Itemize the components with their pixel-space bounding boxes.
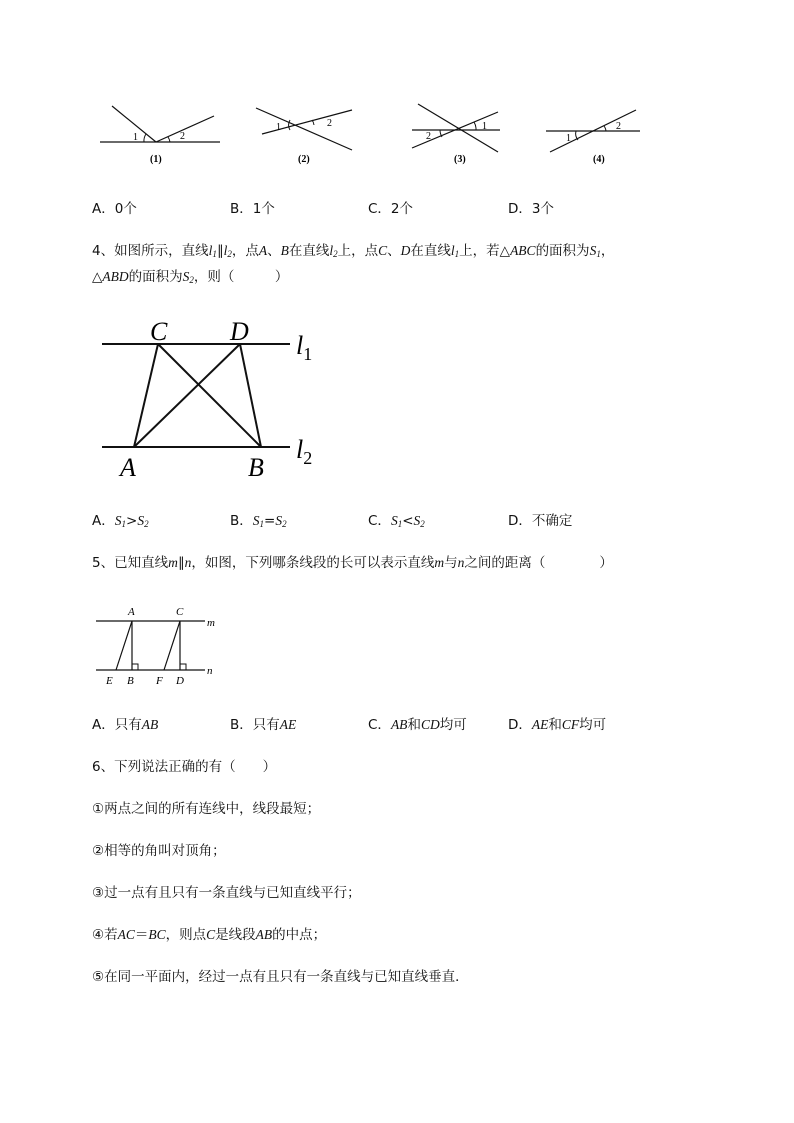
q5-option-b-seg: AE [279, 717, 297, 732]
q6-statement-2: ②相等的角叫对顶角； [92, 843, 226, 859]
q4-text: 在直线 [288, 243, 330, 259]
q5-option-d [508, 716, 606, 734]
q6-statement-1: ①两点之间的所有连线中，线段最短； [92, 801, 321, 817]
q5-option-c [368, 716, 467, 734]
q6-s4-text: 的中点； [272, 927, 327, 943]
q4-parallel: ∥ [216, 243, 224, 259]
q5-option-d-seg1: AE [531, 717, 549, 732]
q4-s2-sub: 2 [189, 275, 194, 285]
q3-option-d: D．3个 [508, 201, 554, 217]
q3-option-c: C．2个 [368, 201, 414, 217]
fig2-angle1: 1 [276, 122, 281, 133]
q5-fig-label-f: F [156, 675, 163, 687]
q4-s: S [137, 513, 145, 528]
q4-fig-label-l1: $l_1$ [296, 331, 313, 364]
q4-s1-sub: 1 [397, 519, 403, 529]
q5-fig-label-b: B [127, 675, 134, 687]
q6-s4-text: 是线段 [215, 927, 256, 943]
q5-m: m [434, 555, 445, 570]
fig3-angle2: 2 [426, 131, 431, 142]
q4-text: ，则（ ） [193, 269, 289, 285]
q4-fig-label-l2: $l_2$ [296, 435, 313, 468]
q6-s4-c: C [206, 927, 216, 942]
q4-s2-sub: 2 [144, 519, 149, 529]
q4-s2-sub: 2 [420, 519, 425, 529]
q4-s: S [390, 513, 398, 528]
q5-option-a-seg: AB [141, 717, 159, 732]
q4-l1: l [450, 243, 455, 258]
fig4-angle2: 2 [616, 121, 621, 132]
q4-point-c: C [378, 243, 388, 258]
fig2-caption: (2) [298, 154, 310, 165]
q4-triangle-abc: ABC [510, 243, 536, 258]
q4-option-c-rel: < [402, 513, 414, 529]
q4-l2: l [329, 243, 334, 258]
q4-s2-sub: 2 [282, 519, 287, 529]
q6-s4-ac: AC [117, 927, 135, 942]
q5-option-d-seg2: CF [561, 717, 580, 732]
q5-option-b-prefix: B．只有 [230, 717, 280, 733]
q6-statement-4 [92, 926, 326, 944]
q4-l2-sub: 2 [227, 249, 232, 259]
q5-fig-label-c: C [176, 606, 184, 618]
fig3-angle1: 1 [482, 121, 487, 132]
q4-fig-label-a: A [120, 453, 136, 482]
q4-l2-sub: 2 [333, 249, 338, 259]
q5-option-d-suffix: 均可 [579, 717, 607, 733]
q4-option-d: D．不确定 [508, 513, 573, 529]
fig4-angle1: 1 [566, 133, 571, 144]
q4-fig-label-b: B [248, 453, 264, 482]
q5-m: m [168, 555, 178, 570]
q4-sep: 、 [267, 243, 281, 259]
q5-option-a [92, 716, 158, 734]
q5-n: n [457, 555, 465, 570]
q4-option-a-rel: > [126, 513, 138, 529]
q5-option-d-mid: 和 [548, 717, 562, 733]
q4-s: S [275, 513, 283, 528]
q4-s: S [413, 513, 421, 528]
q5-fig-label-a: A [128, 606, 135, 618]
q4-text: ，点 [231, 243, 259, 259]
q5-option-a-prefix: A．只有 [92, 717, 142, 733]
q5-text: 之间的距离（ ） [464, 555, 613, 571]
q4-l1-sub: 1 [212, 249, 217, 259]
q4-text: △ [92, 269, 103, 285]
q6-statement-3: ③过一点有且只有一条直线与已知直线平行； [92, 885, 361, 901]
q5-text: ，如图，下列哪条线段的长可以表示直线 [191, 555, 435, 571]
q5-option-c-mid: 和 [407, 717, 421, 733]
q6-s4-bc: BC [148, 927, 166, 942]
q5-fig-label-n: n [207, 665, 213, 677]
q5-option-c-seg1: AB [390, 717, 408, 732]
q5-n: n [184, 555, 192, 570]
fig1-angle1: 1 [133, 132, 138, 143]
q6-s4-eq: ＝ [134, 927, 149, 943]
q5-option-c-prefix: C． [368, 717, 391, 733]
q6-s4-text: ，则点 [165, 927, 207, 943]
q4-point-d: D [400, 243, 411, 258]
q4-option-a-prefix: A． [92, 513, 115, 529]
q4-option-b-prefix: B． [230, 513, 253, 529]
q4-s: S [114, 513, 122, 528]
q4-sep: 、 [387, 243, 401, 259]
q4-s: S [252, 513, 260, 528]
q4-point-a: A [258, 243, 268, 258]
q5-text: 与 [444, 555, 458, 571]
q3-option-a: A．0个 [92, 201, 137, 217]
fig4-caption: (4) [593, 154, 605, 165]
q6-s4-ab: AB [255, 927, 273, 942]
q4-text: 的面积为 [535, 243, 590, 259]
q4-fig-label-d: D [230, 317, 249, 346]
q4-text: 的面积为 [128, 269, 183, 285]
q5-option-d-prefix: D． [508, 717, 532, 733]
q4-s: S [589, 243, 597, 258]
fig2-angle2: 2 [327, 118, 332, 129]
q4-triangle-abd: ABD [102, 269, 129, 284]
q4-text: 上，若△ [459, 243, 511, 259]
q6-s4-text: ④若 [92, 927, 118, 943]
q4-text: 4、如图所示，直线 [92, 243, 209, 259]
fig1-angle2: 2 [180, 131, 185, 142]
q4-l1: l [208, 243, 213, 258]
fig1-caption: (1) [150, 154, 162, 165]
q6-title: 6、下列说法正确的有（ ） [92, 759, 277, 775]
q4-s1-sub: 1 [259, 519, 265, 529]
q5-fig-label-e: E [106, 675, 113, 687]
q4-l2: l [223, 243, 228, 258]
q5-option-c-suffix: 均可 [439, 717, 467, 733]
q4-s: S [182, 269, 190, 284]
q4-fig-label-c: C [150, 317, 168, 346]
q4-s1-sub: 1 [596, 249, 601, 259]
q4-text: 在直线 [410, 243, 451, 259]
q4-s1-sub: 1 [121, 519, 126, 529]
q4-text: 上，点 [337, 243, 379, 259]
q5-parallel: ∥ [177, 555, 185, 571]
q5-fig-label-d: D [176, 675, 184, 687]
q3-option-b: B．1个 [230, 201, 275, 217]
q6-statement-5: ⑤在同一平面内，经过一点有且只有一条直线与已知直线垂直． [92, 969, 469, 985]
q5-option-b [230, 716, 296, 734]
q5-option-c-seg2: CD [420, 717, 440, 732]
q4-l1-sub: 1 [454, 249, 460, 259]
fig3-caption: (3) [454, 154, 466, 165]
q4-comma: ， [600, 243, 615, 259]
q5-fig-label-m: m [207, 617, 215, 629]
q4-point-b: B [280, 243, 289, 258]
q5-text: 5、已知直线 [92, 555, 169, 571]
q4-option-c-prefix: C． [368, 513, 391, 529]
q4-option-b-rel: = [264, 513, 276, 529]
